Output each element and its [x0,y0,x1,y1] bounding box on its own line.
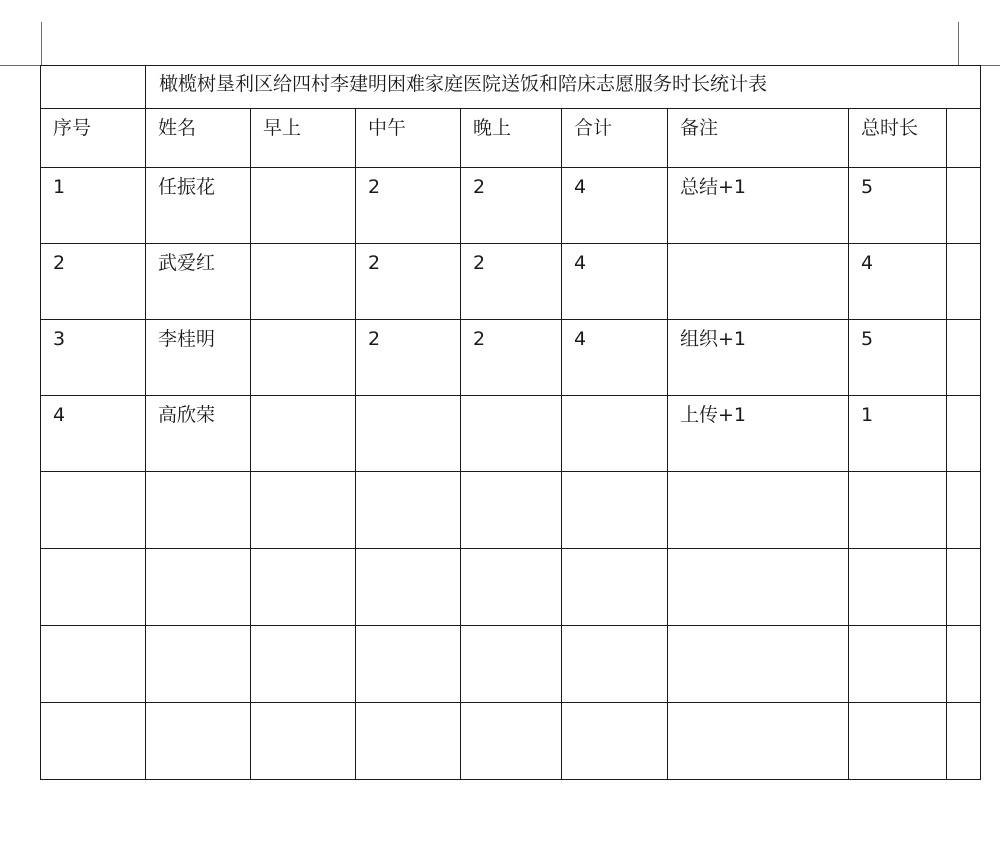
table-cell[interactable] [562,703,668,780]
column-header-cell[interactable] [41,109,146,168]
cell-value: 高欣荣 [158,404,216,426]
table-cell[interactable] [146,472,251,549]
cell-value [251,626,355,636]
table-row [41,244,981,320]
cell-value: 2 [53,252,66,274]
cell-value [251,168,355,178]
table-cell[interactable] [562,626,668,703]
table-cell[interactable] [146,626,251,703]
table-cell[interactable] [41,703,146,780]
table-cell[interactable] [41,626,146,703]
table-cell[interactable] [461,244,562,320]
cell-value: 2 [473,252,486,274]
table-cell[interactable] [41,66,146,109]
table-row [41,626,981,703]
cell-value [251,549,355,559]
cell-value [146,549,250,559]
cell-value [849,703,946,713]
cell-value: 4 [574,252,587,274]
table-row [41,168,981,244]
table-cell[interactable] [947,320,981,396]
column-header: 总时长 [861,117,919,139]
column-header: 中午 [368,117,407,139]
cell-value: 1 [861,404,874,426]
page-corner-mark [0,65,41,66]
table-cell[interactable] [461,320,562,396]
table-cell[interactable] [668,626,849,703]
header-row [41,109,981,168]
table-cell[interactable] [41,244,146,320]
table-cell[interactable] [251,472,356,549]
cell-value: 2 [368,328,381,350]
table-cell[interactable] [356,549,461,626]
cell-value [947,168,980,178]
page-corner-mark [41,22,42,66]
column-header: 晚上 [473,117,512,139]
table-cell[interactable] [41,549,146,626]
column-header: 备注 [680,117,719,139]
table-cell[interactable] [251,703,356,780]
cell-value: 4 [861,252,874,274]
cell-value: 李桂明 [158,328,216,350]
cell-value [356,396,460,406]
table-row [41,320,981,396]
cell-value [461,396,561,406]
cell-value [251,472,355,482]
table-cell[interactable] [668,472,849,549]
cell-value [668,626,848,636]
table-cell[interactable] [849,549,947,626]
table-cell[interactable] [146,320,251,396]
table-cell[interactable] [668,396,849,472]
table-title: 橄榄树垦利区给四村李建明困难家庭医院送饭和陪床志愿服务时长统计表 [159,73,768,95]
cell-value [461,472,561,482]
cell-value [356,549,460,559]
title-row [41,66,981,109]
cell-value: 4 [574,328,587,350]
table-cell[interactable] [668,244,849,320]
cell-value [41,472,145,482]
cell-value: 5 [861,328,874,350]
table-cell[interactable] [251,244,356,320]
cell-value [251,244,355,254]
column-header-cell[interactable] [146,109,251,168]
table-cell[interactable] [562,472,668,549]
table-cell[interactable] [461,549,562,626]
cell-value [41,703,145,713]
cell-value [461,626,561,636]
table-cell[interactable] [562,168,668,244]
table-cell[interactable] [251,626,356,703]
table-cell[interactable] [146,703,251,780]
table-row [41,472,981,549]
column-header-cell[interactable] [947,109,981,168]
cell-value [41,549,145,559]
table-cell[interactable] [668,703,849,780]
cell-value [562,396,667,406]
volunteer-hours-table [40,65,981,780]
cell-value: 上传+1 [680,404,747,426]
table-cell[interactable] [251,168,356,244]
table-cell[interactable] [356,168,461,244]
cell-value: 武爱红 [158,252,216,274]
column-header-cell[interactable] [251,109,356,168]
table-title-cell[interactable] [146,66,981,109]
table-cell[interactable] [668,549,849,626]
table-row [41,396,981,472]
table-cell[interactable] [562,244,668,320]
cell-value: 1 [53,176,66,198]
cell-value: 2 [473,328,486,350]
table-cell[interactable] [947,626,981,703]
table-cell[interactable] [849,396,947,472]
cell-value [668,549,848,559]
table-cell[interactable] [41,168,146,244]
cell-value [461,549,561,559]
cell-value: 2 [473,176,486,198]
column-header: 序号 [53,117,92,139]
table-cell[interactable] [562,396,668,472]
table-cell[interactable] [849,244,947,320]
cell-value [947,396,980,406]
column-header [947,109,980,119]
cell-value: 5 [861,176,874,198]
table-cell[interactable] [356,244,461,320]
table-cell[interactable] [356,703,461,780]
table-cell[interactable] [562,320,668,396]
table-cell[interactable] [251,320,356,396]
table-row [41,549,981,626]
table-cell[interactable] [146,168,251,244]
cell-value [947,320,980,330]
table-cell[interactable] [849,472,947,549]
table-cell[interactable] [849,703,947,780]
cell-value [849,626,946,636]
table-cell[interactable] [41,396,146,472]
cell-value [251,320,355,330]
cell-value [356,703,460,713]
cell-value [562,626,667,636]
cell-value [146,703,250,713]
table-cell[interactable] [251,396,356,472]
table-cell[interactable] [947,244,981,320]
cell-value [668,472,848,482]
table-cell[interactable] [41,320,146,396]
cell-value: 2 [368,252,381,274]
table-cell[interactable] [356,320,461,396]
column-header: 合计 [574,117,613,139]
column-header-cell[interactable] [356,109,461,168]
table-cell[interactable] [562,549,668,626]
cell-value [947,244,980,254]
table-cell[interactable] [668,168,849,244]
table-cell[interactable] [461,703,562,780]
cell-value [947,549,980,559]
table-cell[interactable] [849,320,947,396]
table-row [41,703,981,780]
table-cell[interactable] [356,396,461,472]
cell-value [562,549,667,559]
table-cell[interactable] [947,396,981,472]
cell-value [947,626,980,636]
table-cell[interactable] [947,472,981,549]
cell-value [849,549,946,559]
column-header: 早上 [263,117,302,139]
cell-value [668,703,848,713]
cell-value [461,703,561,713]
cell-value: 4 [574,176,587,198]
table-cell[interactable] [356,626,461,703]
cell-value [562,703,667,713]
cell-value [947,703,980,713]
table-cell[interactable] [947,549,981,626]
cell-value [356,472,460,482]
table-cell[interactable] [849,626,947,703]
cell-value [356,626,460,636]
table-cell[interactable] [947,703,981,780]
cell-value: 组织+1 [680,328,747,350]
cell-value [849,472,946,482]
cell-value [146,472,250,482]
page-corner-mark [958,22,959,66]
cell-value: 任振花 [158,176,216,198]
column-header-cell[interactable] [668,109,849,168]
table-cell[interactable] [849,168,947,244]
table-cell[interactable] [668,320,849,396]
table-cell[interactable] [461,168,562,244]
cell-value [947,472,980,482]
table-cell[interactable] [146,396,251,472]
table-cell[interactable] [251,549,356,626]
cell-value [251,703,355,713]
table-cell[interactable] [461,472,562,549]
cell-value [562,472,667,482]
table-cell[interactable] [146,244,251,320]
cell-value: 4 [53,404,66,426]
cell-value [668,244,848,254]
table-cell[interactable] [146,549,251,626]
cell-value [41,626,145,636]
table-cell[interactable] [461,396,562,472]
table-cell[interactable] [461,626,562,703]
table-cell[interactable] [41,472,146,549]
cell-value: 总结+1 [680,176,747,198]
column-header-cell[interactable] [461,109,562,168]
cell-value: 2 [368,176,381,198]
table-cell[interactable] [356,472,461,549]
table-cell[interactable] [947,168,981,244]
cell-value [146,626,250,636]
cell-value: 3 [53,328,66,350]
column-header-cell[interactable] [849,109,947,168]
column-header-cell[interactable] [562,109,668,168]
column-header: 姓名 [158,117,197,139]
cell-value [251,396,355,406]
